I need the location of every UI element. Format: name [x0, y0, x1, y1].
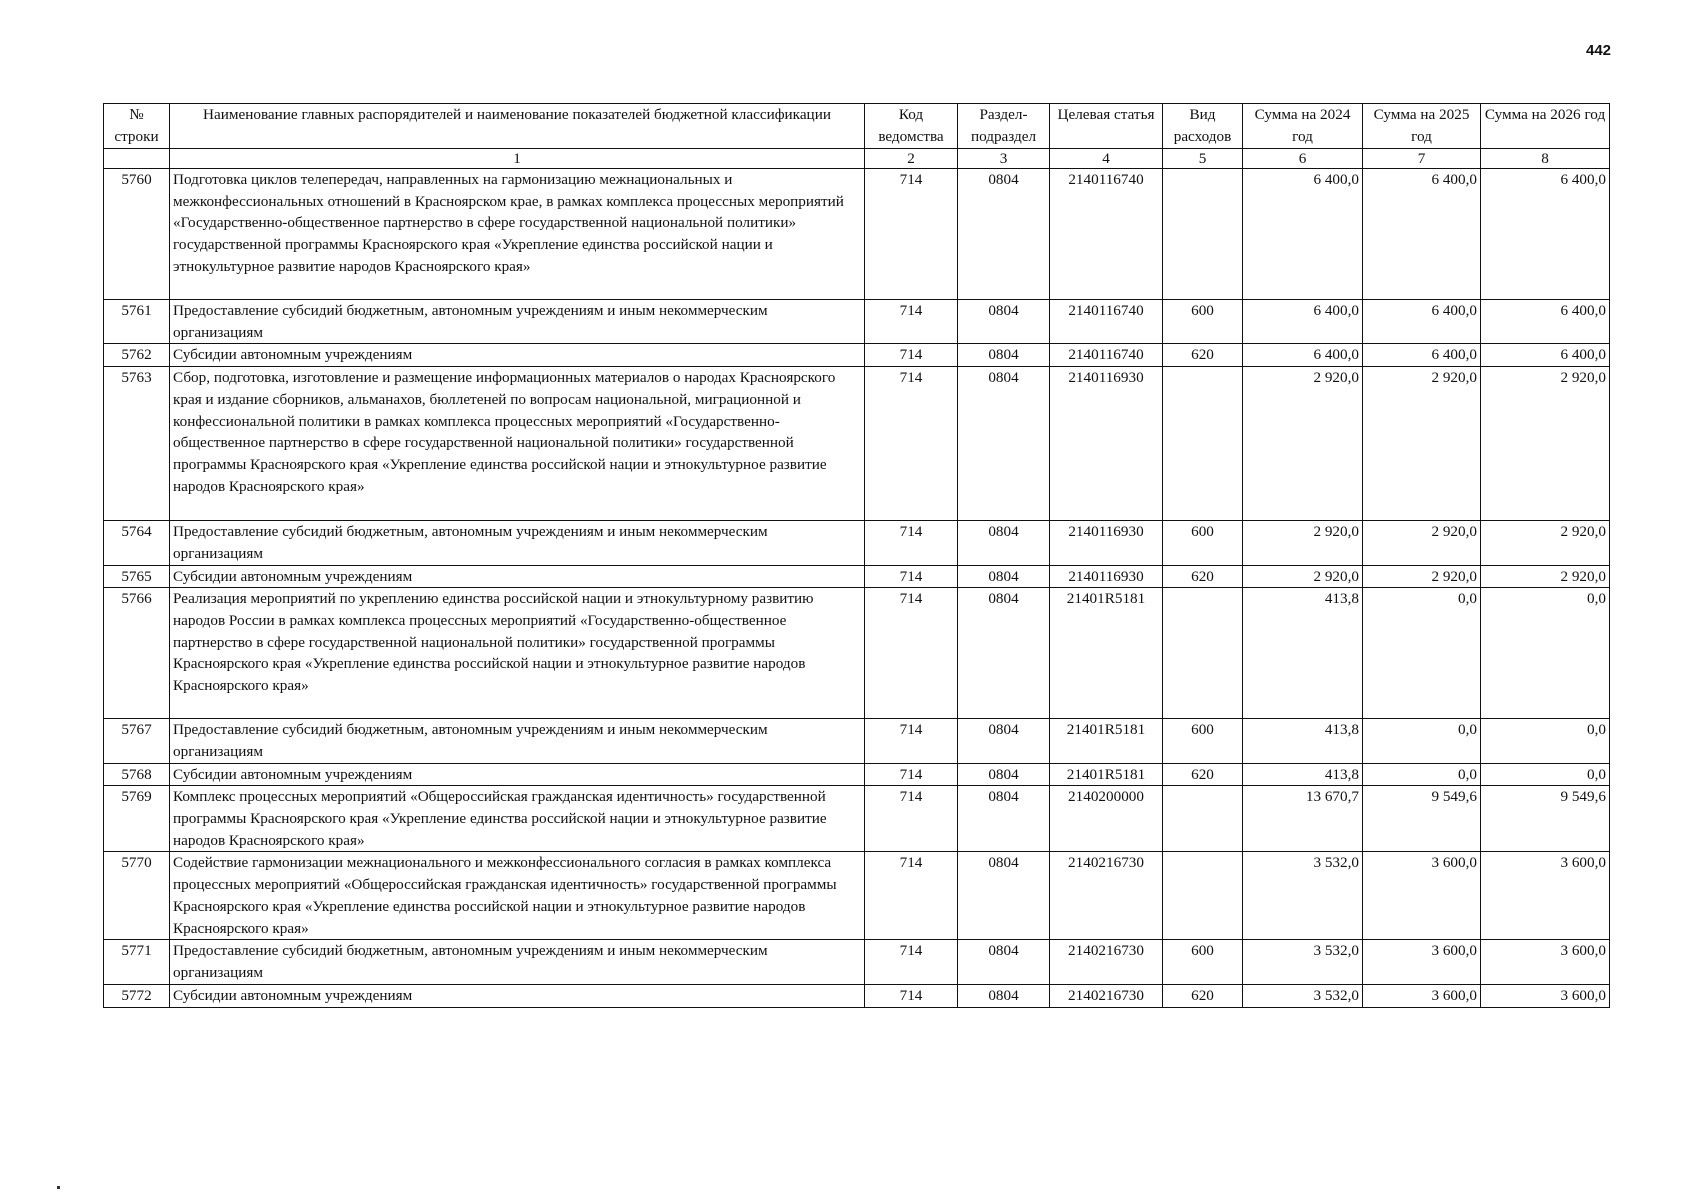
row-number: 5769 [104, 786, 170, 852]
row-section: 0804 [958, 763, 1050, 786]
column-number: 1 [170, 149, 865, 169]
row-dept-code: 714 [865, 300, 958, 344]
header-row-no: № строки [104, 104, 170, 149]
header-sum-2025: Сумма на 2025 год [1363, 104, 1481, 149]
row-sum-2026: 3 600,0 [1481, 852, 1610, 940]
column-number: 2 [865, 149, 958, 169]
row-name: Субсидии автономным учреждениям [170, 763, 865, 786]
row-sum-2025: 6 400,0 [1363, 300, 1481, 344]
row-name: Предоставление субсидий бюджетным, автономным учреждениям и иным некоммерческим организациям [170, 521, 865, 565]
row-expense-type: 620 [1163, 344, 1243, 367]
row-dept-code: 714 [865, 852, 958, 940]
row-name: Субсидии автономным учреждениям [170, 565, 865, 588]
row-sum-2025: 0,0 [1363, 763, 1481, 786]
row-section: 0804 [958, 940, 1050, 984]
row-name: Комплекс процессных мероприятий «Общероссийская гражданская идентичность» государственной программы Красноярского края «Укрепление единства российской нации и этнокультурное развитие народов Красноярского края» [170, 786, 865, 852]
row-section: 0804 [958, 344, 1050, 367]
row-section: 0804 [958, 367, 1050, 521]
row-section: 0804 [958, 786, 1050, 852]
row-sum-2025: 2 920,0 [1363, 565, 1481, 588]
row-dept-code: 714 [865, 565, 958, 588]
row-expense-type: 620 [1163, 984, 1243, 1007]
row-dept-code: 714 [865, 169, 958, 300]
row-number: 5768 [104, 763, 170, 786]
row-expense-type [1163, 588, 1243, 719]
row-number: 5765 [104, 565, 170, 588]
row-number: 5764 [104, 521, 170, 565]
row-target: 2140116930 [1050, 521, 1163, 565]
row-expense-type: 620 [1163, 763, 1243, 786]
row-target: 2140116740 [1050, 300, 1163, 344]
row-dept-code: 714 [865, 344, 958, 367]
row-sum-2026: 2 920,0 [1481, 565, 1610, 588]
row-dept-code: 714 [865, 521, 958, 565]
row-name: Предоставление субсидий бюджетным, автономным учреждениям и иным некоммерческим организациям [170, 300, 865, 344]
column-number-row [104, 149, 1610, 169]
row-sum-2026: 0,0 [1481, 763, 1610, 786]
row-number: 5763 [104, 367, 170, 521]
header-name: Наименование главных распорядителей и наименование показателей бюджетной классификации [170, 104, 865, 149]
row-target: 2140116740 [1050, 344, 1163, 367]
table-row [104, 300, 1610, 344]
row-sum-2026: 3 600,0 [1481, 940, 1610, 984]
table-row [104, 940, 1610, 984]
table-row [104, 344, 1610, 367]
row-sum-2024: 6 400,0 [1243, 344, 1363, 367]
row-target: 21401R5181 [1050, 588, 1163, 719]
row-sum-2026: 2 920,0 [1481, 367, 1610, 521]
row-number: 5772 [104, 984, 170, 1007]
row-section: 0804 [958, 719, 1050, 763]
row-expense-type [1163, 852, 1243, 940]
row-sum-2026: 2 920,0 [1481, 521, 1610, 565]
row-sum-2025: 3 600,0 [1363, 984, 1481, 1007]
row-sum-2024: 413,8 [1243, 588, 1363, 719]
row-sum-2024: 13 670,7 [1243, 786, 1363, 852]
row-sum-2024: 6 400,0 [1243, 300, 1363, 344]
row-name: Содействие гармонизации межнационального и межконфессионального согласия в рамках комплекса процессных мероприятий «Общероссийская гражданская идентичность» государственной программы Красноярского края «Укрепление единства российской нации и этнокультурное развитие народов Красноярского края» [170, 852, 865, 940]
row-sum-2026: 6 400,0 [1481, 344, 1610, 367]
row-sum-2025: 0,0 [1363, 719, 1481, 763]
row-sum-2026: 0,0 [1481, 588, 1610, 719]
header-sum-2026: Сумма на 2026 год [1481, 104, 1610, 149]
row-sum-2026: 6 400,0 [1481, 300, 1610, 344]
row-number: 5762 [104, 344, 170, 367]
column-number: 8 [1481, 149, 1610, 169]
row-dept-code: 714 [865, 763, 958, 786]
table-row [104, 588, 1610, 719]
row-number: 5770 [104, 852, 170, 940]
row-dept-code: 714 [865, 786, 958, 852]
row-sum-2024: 413,8 [1243, 719, 1363, 763]
row-target: 2140116740 [1050, 169, 1163, 300]
row-name: Субсидии автономным учреждениям [170, 344, 865, 367]
row-number: 5760 [104, 169, 170, 300]
row-section: 0804 [958, 852, 1050, 940]
table-row [104, 852, 1610, 940]
row-name: Подготовка циклов телепередач, направленных на гармонизацию межнациональных и межконфессиональных отношений в Красноярском крае, в рамках комплекса процессных мероприятий «Государственно-общественное партнерство в сфере государственной национальной политики» государственной программы Красноярского края «Укрепление единства российской нации и этнокультурное развитие народов Красноярского края» [170, 169, 865, 300]
column-number: 7 [1363, 149, 1481, 169]
row-sum-2024: 413,8 [1243, 763, 1363, 786]
table-row [104, 763, 1610, 786]
table-row [104, 521, 1610, 565]
row-target: 2140216730 [1050, 940, 1163, 984]
header-dept-code: Код ведомства [865, 104, 958, 149]
row-dept-code: 714 [865, 367, 958, 521]
row-target: 2140216730 [1050, 852, 1163, 940]
row-target: 21401R5181 [1050, 763, 1163, 786]
header-sum-2024: Сумма на 2024 год [1243, 104, 1363, 149]
row-dept-code: 714 [865, 984, 958, 1007]
row-target: 2140116930 [1050, 565, 1163, 588]
header-target: Целевая статья [1050, 104, 1163, 149]
column-number-blank [104, 149, 170, 169]
row-sum-2026: 9 549,6 [1481, 786, 1610, 852]
row-sum-2024: 3 532,0 [1243, 852, 1363, 940]
row-number: 5771 [104, 940, 170, 984]
row-dept-code: 714 [865, 940, 958, 984]
row-target: 2140216730 [1050, 984, 1163, 1007]
row-dept-code: 714 [865, 719, 958, 763]
row-sum-2024: 6 400,0 [1243, 169, 1363, 300]
row-section: 0804 [958, 169, 1050, 300]
row-expense-type [1163, 367, 1243, 521]
row-sum-2025: 6 400,0 [1363, 169, 1481, 300]
row-sum-2024: 2 920,0 [1243, 367, 1363, 521]
row-section: 0804 [958, 300, 1050, 344]
row-sum-2025: 3 600,0 [1363, 940, 1481, 984]
row-expense-type: 620 [1163, 565, 1243, 588]
row-sum-2026: 3 600,0 [1481, 984, 1610, 1007]
table-row [104, 565, 1610, 588]
row-name: Предоставление субсидий бюджетным, автономным учреждениям и иным некоммерческим организациям [170, 719, 865, 763]
row-sum-2024: 2 920,0 [1243, 565, 1363, 588]
row-sum-2026: 0,0 [1481, 719, 1610, 763]
header-expense-type: Вид расходов [1163, 104, 1243, 149]
row-sum-2024: 3 532,0 [1243, 984, 1363, 1007]
row-dept-code: 714 [865, 588, 958, 719]
header-section: Раздел-подраздел [958, 104, 1050, 149]
row-sum-2024: 2 920,0 [1243, 521, 1363, 565]
row-number: 5767 [104, 719, 170, 763]
row-section: 0804 [958, 984, 1050, 1007]
column-number: 3 [958, 149, 1050, 169]
row-name: Реализация мероприятий по укреплению единства российской нации и этнокультурному развитию народов России в рамках комплекса процессных мероприятий «Государственно-общественное партнерство в сфере государственной национальной политики» государственной программы Красноярского края «Укрепление единства российской нации и этнокультурное развитие народов Красноярского края» [170, 588, 865, 719]
row-name: Субсидии автономным учреждениям [170, 984, 865, 1007]
row-sum-2025: 9 549,6 [1363, 786, 1481, 852]
row-expense-type [1163, 786, 1243, 852]
scan-dot [57, 1186, 60, 1189]
row-expense-type: 600 [1163, 300, 1243, 344]
budget-table [103, 103, 1610, 1008]
row-expense-type: 600 [1163, 719, 1243, 763]
row-sum-2025: 3 600,0 [1363, 852, 1481, 940]
row-number: 5766 [104, 588, 170, 719]
row-expense-type: 600 [1163, 521, 1243, 565]
row-name: Предоставление субсидий бюджетным, автономным учреждениям и иным некоммерческим организациям [170, 940, 865, 984]
table-row [104, 367, 1610, 521]
table-row [104, 786, 1610, 852]
row-section: 0804 [958, 565, 1050, 588]
row-sum-2025: 2 920,0 [1363, 521, 1481, 565]
column-number: 6 [1243, 149, 1363, 169]
row-name: Сбор, подготовка, изготовление и размещение информационных материалов о народах Красноярского края и издание сборников, альманахов, бюллетеней по вопросам национальной, миграционной и конфессиональной политики в рамках комплекса процессных мероприятий «Государственно-общественное партнерство в сфере государственной национальной политики» государственной программы Красноярского края «Укрепление единства российской нации и этнокультурное развитие народов Красноярского края» [170, 367, 865, 521]
table-row [104, 719, 1610, 763]
row-sum-2025: 0,0 [1363, 588, 1481, 719]
column-number: 5 [1163, 149, 1243, 169]
table-row [104, 984, 1610, 1007]
row-target: 21401R5181 [1050, 719, 1163, 763]
row-sum-2026: 6 400,0 [1481, 169, 1610, 300]
row-number: 5761 [104, 300, 170, 344]
row-section: 0804 [958, 588, 1050, 719]
row-expense-type [1163, 169, 1243, 300]
table-row [104, 169, 1610, 300]
row-sum-2025: 2 920,0 [1363, 367, 1481, 521]
row-sum-2025: 6 400,0 [1363, 344, 1481, 367]
page-number: 442 [1586, 42, 1612, 59]
row-target: 2140116930 [1050, 367, 1163, 521]
row-target: 2140200000 [1050, 786, 1163, 852]
column-number: 4 [1050, 149, 1163, 169]
row-section: 0804 [958, 521, 1050, 565]
row-sum-2024: 3 532,0 [1243, 940, 1363, 984]
row-expense-type: 600 [1163, 940, 1243, 984]
header-row [104, 104, 1610, 149]
